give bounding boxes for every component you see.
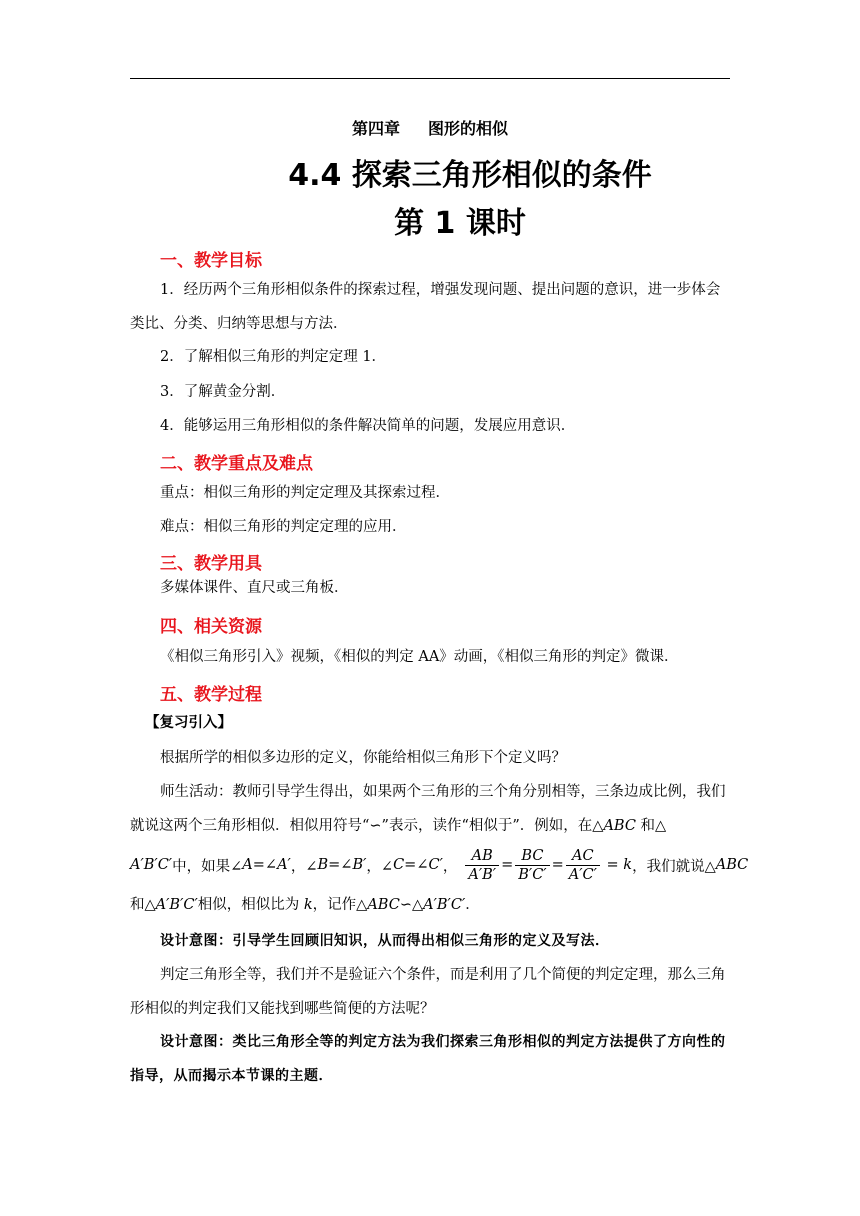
chapter-heading: [0, 116, 860, 139]
section-heading-process: 五、教学过程: [160, 685, 262, 705]
key-point-text: 重点：相似三角形的判定定理及其探索过程．: [160, 485, 450, 501]
objective-2: 2．了解相似三角形的判定定理 1．: [160, 349, 387, 365]
similarity-condition-line: A′B′C′ 中，如果∠ A =∠ A′ ，∠ B =∠ B′ ，∠ C =∠ C′ ， $\frac{AB}{A'B'}$ = $\frac{BC}{B'C'}$ = $\frac{AC}{A'C'}$ = k ，我们就说△ ABC: [130, 847, 749, 883]
lesson-title: 4.4 探索三角形相似的条件: [288, 158, 652, 193]
section-heading-objectives: 一、教学目标: [160, 251, 262, 271]
objective-1: 1．经历两个三角形相似条件的探索过程，增强发现问题、提出问题的意识，进一步体会类比、分类、归纳等思想与方法．: [130, 282, 721, 332]
resources-text: 《相似三角形引入》视频，《相似的判定 AA》动画，《相似三角形的判定》微课．: [160, 649, 679, 665]
design-intent-2: 设计意图：类比三角形全等的判定方法为我们探索三角形相似的判定方法提供了方向性的指导，从而揭示本节课的主题．: [130, 1034, 726, 1084]
design-intent-1: 设计意图：引导学生回顾旧知识，从而得出相似三角形的定义及写法．: [160, 933, 610, 949]
review-label: 【复习引入】: [145, 715, 232, 731]
ratio-ac: $\frac{AC}{A'C'}$: [566, 847, 600, 884]
objective-3: 3．了解黄金分割．: [160, 384, 286, 400]
chapter-number: 第四章: [351, 119, 400, 138]
review-question: 根据所学的相似多边形的定义，你能给相似三角形下个定义吗？: [160, 750, 566, 766]
ratio-bc: $\frac{BC}{B'C'}$: [515, 847, 549, 884]
activity-paragraph: 师生活动：教师引导学生得出，如果两个三角形的三个角分别相等，三条边成比例，我们就说这两个三角形相似．相似用符号“∽”表示，读作“相似于”．例如，在△ABC 和△: [130, 784, 726, 834]
section-heading-resources: 四、相关资源: [160, 617, 262, 637]
section-heading-key-points: 二、教学重点及难点: [160, 454, 313, 474]
difficulty-text: 难点：相似三角形的判定定理的应用．: [160, 519, 407, 535]
header-rule: [130, 78, 730, 79]
ratio-ab: $\frac{AB}{A'B'}$: [465, 847, 499, 884]
congruence-paragraph: 判定三角形全等，我们并不是验证六个条件，而是利用了几个简便的判定定理，那么三角形相似的判定我们又能找到哪些简便的方法呢？: [130, 967, 726, 1017]
objective-4: 4．能够运用三角形相似的条件解决简单的问题，发展应用意识．: [160, 418, 576, 434]
chapter-title: 图形的相似: [428, 119, 509, 138]
ratio-k: k: [623, 857, 633, 873]
activity-conclusion: 和△A′B′C′相似，相似比为 k，记作△ABC∽△A′B′C′．: [130, 897, 480, 913]
tools-text: 多媒体课件、直尺或三角板．: [160, 580, 349, 596]
section-heading-tools: 三、教学用具: [160, 554, 262, 574]
lesson-subtitle: 第 1 课时: [394, 206, 526, 241]
